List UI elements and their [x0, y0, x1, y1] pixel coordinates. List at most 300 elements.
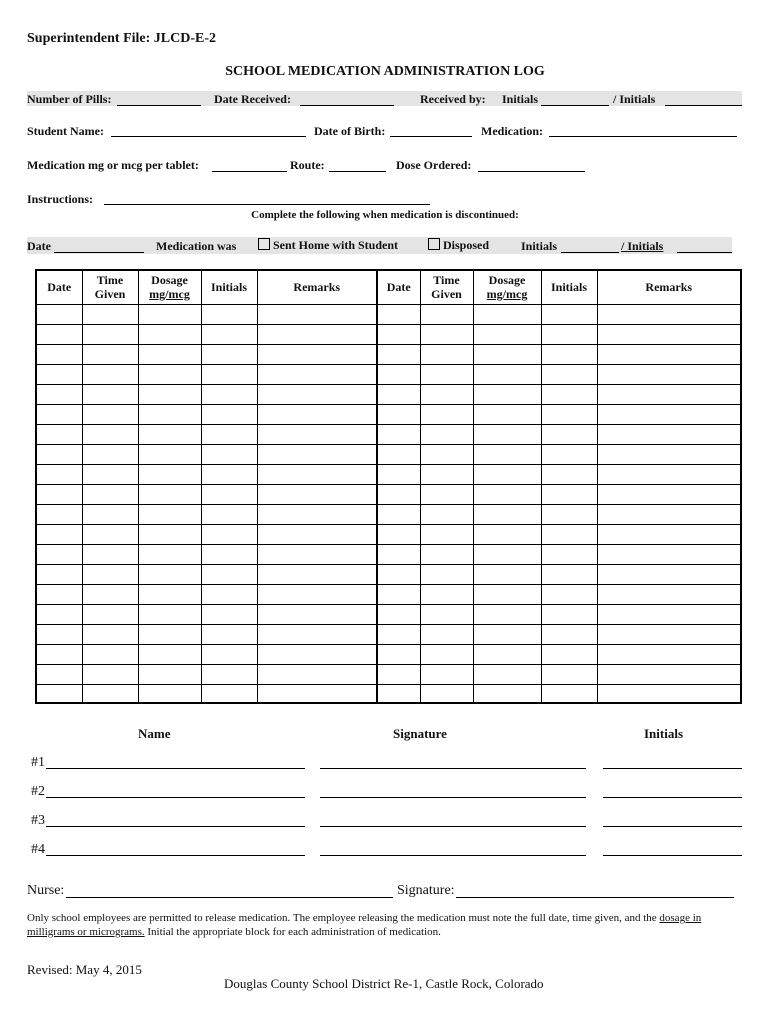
- dosage-cell[interactable]: [138, 624, 201, 644]
- medication-log-table: [35, 269, 742, 704]
- date-cell[interactable]: [37, 324, 82, 344]
- dosage-cell[interactable]: [138, 504, 201, 524]
- time-cell[interactable]: [82, 304, 138, 324]
- dosage-cell[interactable]: [473, 664, 541, 684]
- dosage-cell[interactable]: [138, 304, 201, 324]
- initials-cell[interactable]: [541, 424, 597, 444]
- initials-cell[interactable]: [541, 624, 597, 644]
- initials-cell[interactable]: [541, 584, 597, 604]
- remarks-cell[interactable]: [257, 324, 376, 344]
- remarks-cell[interactable]: [597, 484, 740, 504]
- initials-field[interactable]: [603, 797, 742, 798]
- dose-ordered-label: Dose Ordered:: [396, 158, 472, 172]
- date-cell[interactable]: [37, 604, 82, 624]
- dosage-cell[interactable]: [138, 604, 201, 624]
- initials-cell[interactable]: [541, 324, 597, 344]
- remarks-cell[interactable]: [597, 364, 740, 384]
- initials-cell[interactable]: [541, 644, 597, 664]
- received-initials-field-2[interactable]: [665, 105, 742, 106]
- disposed-label: Disposed: [443, 238, 490, 252]
- log-table-right: [378, 271, 740, 702]
- initials-cell[interactable]: [201, 464, 257, 484]
- initials-cell[interactable]: [201, 344, 257, 364]
- dosage-cell[interactable]: [473, 504, 541, 524]
- name-field[interactable]: [46, 855, 305, 856]
- discontinued-initials-field-1[interactable]: [561, 252, 619, 253]
- col-header-dosage: Dosage mg/mcg: [473, 271, 541, 304]
- time-cell[interactable]: [82, 384, 138, 404]
- dosage-cell[interactable]: [473, 444, 541, 464]
- initials-cell[interactable]: [201, 384, 257, 404]
- initials-cell[interactable]: [201, 544, 257, 564]
- signature-field[interactable]: [320, 826, 586, 827]
- date-cell[interactable]: [37, 524, 82, 544]
- remarks-cell[interactable]: [257, 484, 376, 504]
- time-cell[interactable]: [82, 584, 138, 604]
- initials-cell[interactable]: [201, 664, 257, 684]
- received-initials-label: Initials: [502, 92, 539, 106]
- date-cell[interactable]: [37, 404, 82, 424]
- date-cell[interactable]: [37, 484, 82, 504]
- table-row: [37, 344, 376, 364]
- table-row: [37, 684, 376, 704]
- date-cell[interactable]: [378, 504, 420, 524]
- initials-cell[interactable]: [541, 444, 597, 464]
- dosage-cell[interactable]: [473, 684, 541, 704]
- medication-label: Medication:: [481, 124, 543, 138]
- table-row: [378, 604, 740, 624]
- remarks-cell[interactable]: [257, 544, 376, 564]
- initials-cell[interactable]: [201, 684, 257, 704]
- time-cell[interactable]: [420, 544, 473, 564]
- dosage-cell[interactable]: [473, 304, 541, 324]
- time-cell[interactable]: [82, 444, 138, 464]
- initials-cell[interactable]: [541, 464, 597, 484]
- time-cell[interactable]: [82, 484, 138, 504]
- initials-cell[interactable]: [541, 404, 597, 424]
- nurse-signature-field[interactable]: [456, 897, 734, 898]
- table-row: [378, 484, 740, 504]
- time-cell[interactable]: [420, 464, 473, 484]
- medication-field[interactable]: [549, 136, 737, 137]
- col-header-time-given: Time Given: [420, 271, 473, 304]
- table-row: [378, 664, 740, 684]
- dosage-cell[interactable]: [473, 484, 541, 504]
- time-cell[interactable]: [82, 524, 138, 544]
- initials-cell[interactable]: [541, 604, 597, 624]
- table-row: [378, 504, 740, 524]
- initials-cell[interactable]: [201, 504, 257, 524]
- date-cell[interactable]: [37, 344, 82, 364]
- dosage-cell[interactable]: [138, 544, 201, 564]
- remarks-cell[interactable]: [597, 524, 740, 544]
- time-cell[interactable]: [82, 544, 138, 564]
- date-cell[interactable]: [378, 344, 420, 364]
- initials-cell[interactable]: [541, 484, 597, 504]
- dose-ordered-field[interactable]: [478, 171, 585, 172]
- time-cell[interactable]: [82, 504, 138, 524]
- sent-home-checkbox[interactable]: [258, 238, 270, 250]
- remarks-cell[interactable]: [597, 684, 740, 704]
- signature-field[interactable]: [320, 855, 586, 856]
- revised-date: Revised: May 4, 2015: [27, 962, 142, 977]
- dosage-cell[interactable]: [138, 364, 201, 384]
- initials-field[interactable]: [603, 768, 742, 769]
- time-cell[interactable]: [420, 564, 473, 584]
- date-cell[interactable]: [37, 304, 82, 324]
- dosage-cell[interactable]: [138, 324, 201, 344]
- signature-row-number: #4: [31, 842, 45, 857]
- remarks-cell[interactable]: [257, 364, 376, 384]
- discontinued-note: Complete the following when medication is discontinued:: [251, 209, 519, 221]
- number-of-pills-field[interactable]: [117, 105, 201, 106]
- col-header-initials: Initials: [201, 271, 257, 304]
- district-name: Douglas County School District Re-1, Castle Rock, Colorado: [224, 976, 544, 991]
- initials-cell[interactable]: [201, 604, 257, 624]
- date-cell[interactable]: [378, 564, 420, 584]
- discontinued-initials-field-2[interactable]: [677, 252, 732, 253]
- received-initials-label-2: / Initials: [613, 92, 656, 106]
- remarks-cell[interactable]: [597, 604, 740, 624]
- initials-cell[interactable]: [201, 524, 257, 544]
- date-cell[interactable]: [378, 404, 420, 424]
- initials-cell[interactable]: [541, 304, 597, 324]
- release-notice: Only school employees are permitted to release medication. The employee releasing the medication must note the full date, time given, and the dosage in milligrams or micrograms. Initial the appropriate block for each administration of medication.: [27, 912, 702, 938]
- table-row: [378, 444, 740, 464]
- table-row: [378, 384, 740, 404]
- time-cell[interactable]: [82, 324, 138, 344]
- medication-mg-field[interactable]: [212, 171, 287, 172]
- time-cell[interactable]: [420, 324, 473, 344]
- time-cell[interactable]: [82, 364, 138, 384]
- table-row: [378, 404, 740, 424]
- remarks-cell[interactable]: [257, 564, 376, 584]
- table-row: [37, 504, 376, 524]
- date-cell[interactable]: [378, 464, 420, 484]
- date-cell[interactable]: [378, 584, 420, 604]
- table-row: [37, 444, 376, 464]
- date-cell[interactable]: [378, 364, 420, 384]
- initials-cell[interactable]: [541, 564, 597, 584]
- dosage-cell[interactable]: [138, 484, 201, 504]
- page-title: SCHOOL MEDICATION ADMINISTRATION LOG: [225, 64, 545, 79]
- date-cell[interactable]: [378, 664, 420, 684]
- remarks-cell[interactable]: [597, 544, 740, 564]
- table-row: [378, 324, 740, 344]
- remarks-cell[interactable]: [597, 464, 740, 484]
- dosage-cell[interactable]: [138, 584, 201, 604]
- nurse-name-field[interactable]: [66, 897, 393, 898]
- time-cell[interactable]: [420, 684, 473, 704]
- instructions-field[interactable]: [104, 204, 430, 205]
- time-cell[interactable]: [420, 664, 473, 684]
- dosage-cell[interactable]: [138, 464, 201, 484]
- date-cell[interactable]: [378, 624, 420, 644]
- date-cell[interactable]: [378, 544, 420, 564]
- discontinued-initials-label: Initials: [521, 239, 558, 253]
- dosage-cell[interactable]: [473, 384, 541, 404]
- initials-cell[interactable]: [541, 504, 597, 524]
- dosage-cell[interactable]: [138, 404, 201, 424]
- dosage-cell[interactable]: [473, 624, 541, 644]
- table-row: [37, 584, 376, 604]
- initials-cell[interactable]: [201, 304, 257, 324]
- time-cell[interactable]: [82, 624, 138, 644]
- col-header-remarks: Remarks: [257, 271, 376, 304]
- received-by-label: Received by:: [420, 92, 486, 106]
- student-name-field[interactable]: [111, 136, 306, 137]
- date-received-label: Date Received:: [214, 92, 291, 106]
- dosage-cell[interactable]: [473, 364, 541, 384]
- route-label: Route:: [290, 158, 325, 172]
- remarks-cell[interactable]: [597, 384, 740, 404]
- date-received-field[interactable]: [300, 105, 394, 106]
- table-row: [378, 584, 740, 604]
- time-cell[interactable]: [420, 444, 473, 464]
- nurse-signature-label: Signature:: [397, 883, 455, 898]
- medication-was-label: Medication was: [156, 239, 237, 253]
- date-cell[interactable]: [378, 424, 420, 444]
- dosage-cell[interactable]: [138, 664, 201, 684]
- disposed-checkbox[interactable]: [428, 238, 440, 250]
- time-cell[interactable]: [420, 344, 473, 364]
- date-cell[interactable]: [378, 484, 420, 504]
- time-cell[interactable]: [82, 344, 138, 364]
- date-cell[interactable]: [37, 684, 82, 704]
- signature-row-number: #2: [31, 784, 45, 799]
- remarks-cell[interactable]: [257, 604, 376, 624]
- dosage-cell[interactable]: [473, 344, 541, 364]
- date-of-birth-field[interactable]: [390, 136, 472, 137]
- date-cell[interactable]: [378, 324, 420, 344]
- time-cell[interactable]: [420, 624, 473, 644]
- dosage-cell[interactable]: [138, 344, 201, 364]
- time-cell[interactable]: [420, 304, 473, 324]
- time-cell[interactable]: [420, 644, 473, 664]
- time-cell[interactable]: [420, 404, 473, 424]
- signature-row-number: #1: [31, 755, 45, 770]
- remarks-cell[interactable]: [597, 444, 740, 464]
- time-cell[interactable]: [420, 584, 473, 604]
- remarks-cell[interactable]: [597, 424, 740, 444]
- table-row: [378, 544, 740, 564]
- table-row: [37, 404, 376, 424]
- remarks-cell[interactable]: [597, 644, 740, 664]
- dosage-cell[interactable]: [138, 684, 201, 704]
- time-cell[interactable]: [420, 524, 473, 544]
- date-cell[interactable]: [37, 364, 82, 384]
- date-cell[interactable]: [37, 644, 82, 664]
- initials-cell[interactable]: [541, 664, 597, 684]
- date-cell[interactable]: [37, 584, 82, 604]
- remarks-cell[interactable]: [257, 444, 376, 464]
- date-cell[interactable]: [37, 444, 82, 464]
- remarks-cell[interactable]: [597, 564, 740, 584]
- date-cell[interactable]: [378, 304, 420, 324]
- initials-cell[interactable]: [201, 564, 257, 584]
- dosage-cell[interactable]: [138, 644, 201, 664]
- discontinued-initials-label-2: / Initials: [621, 239, 664, 253]
- table-row: [37, 324, 376, 344]
- initials-cell[interactable]: [541, 364, 597, 384]
- date-cell[interactable]: [378, 604, 420, 624]
- time-cell[interactable]: [82, 684, 138, 704]
- dosage-cell[interactable]: [473, 644, 541, 664]
- remarks-cell[interactable]: [257, 384, 376, 404]
- table-row: [378, 344, 740, 364]
- time-cell[interactable]: [420, 484, 473, 504]
- name-field[interactable]: [46, 826, 305, 827]
- date-cell[interactable]: [37, 384, 82, 404]
- dosage-cell[interactable]: [473, 564, 541, 584]
- date-cell[interactable]: [378, 384, 420, 404]
- dosage-cell[interactable]: [138, 424, 201, 444]
- initials-cell[interactable]: [201, 424, 257, 444]
- remarks-cell[interactable]: [597, 664, 740, 684]
- initials-cell[interactable]: [541, 384, 597, 404]
- date-cell[interactable]: [37, 544, 82, 564]
- remarks-cell[interactable]: [597, 584, 740, 604]
- signature-field[interactable]: [320, 768, 586, 769]
- table-row: [37, 424, 376, 444]
- time-cell[interactable]: [82, 404, 138, 424]
- time-cell[interactable]: [420, 424, 473, 444]
- time-cell[interactable]: [420, 504, 473, 524]
- time-cell[interactable]: [82, 464, 138, 484]
- col-header-date: Date: [37, 271, 82, 304]
- remarks-cell[interactable]: [597, 404, 740, 424]
- initials-cell[interactable]: [201, 644, 257, 664]
- table-row: [37, 484, 376, 504]
- remarks-cell[interactable]: [257, 524, 376, 544]
- col-header-remarks: Remarks: [597, 271, 740, 304]
- number-of-pills-label: Number of Pills:: [27, 92, 112, 106]
- date-cell[interactable]: [37, 624, 82, 644]
- date-cell[interactable]: [378, 524, 420, 544]
- remarks-cell[interactable]: [597, 624, 740, 644]
- initials-cell[interactable]: [201, 444, 257, 464]
- signature-field[interactable]: [320, 797, 586, 798]
- dosage-cell[interactable]: [473, 464, 541, 484]
- initials-cell[interactable]: [541, 344, 597, 364]
- received-initials-field-1[interactable]: [541, 105, 609, 106]
- dosage-cell[interactable]: [473, 524, 541, 544]
- date-cell[interactable]: [37, 464, 82, 484]
- table-row: [37, 644, 376, 664]
- initials-cell[interactable]: [201, 324, 257, 344]
- dosage-cell[interactable]: [473, 404, 541, 424]
- remarks-cell[interactable]: [257, 504, 376, 524]
- table-row: [378, 644, 740, 664]
- remarks-cell[interactable]: [257, 404, 376, 424]
- name-field[interactable]: [46, 797, 305, 798]
- time-cell[interactable]: [82, 564, 138, 584]
- remarks-cell[interactable]: [597, 504, 740, 524]
- dosage-cell[interactable]: [138, 444, 201, 464]
- initials-cell[interactable]: [541, 544, 597, 564]
- initials-cell[interactable]: [541, 524, 597, 544]
- initials-cell[interactable]: [201, 584, 257, 604]
- disposed-option[interactable]: [428, 238, 489, 253]
- table-row: [378, 364, 740, 384]
- date-cell[interactable]: [37, 664, 82, 684]
- superintendent-file: Superintendent File: JLCD-E-2: [27, 31, 216, 46]
- time-cell[interactable]: [420, 364, 473, 384]
- initials-cell[interactable]: [201, 484, 257, 504]
- time-cell[interactable]: [82, 424, 138, 444]
- sent-home-option[interactable]: [258, 238, 398, 253]
- remarks-cell[interactable]: [257, 584, 376, 604]
- remarks-cell[interactable]: [257, 424, 376, 444]
- time-cell[interactable]: [82, 604, 138, 624]
- table-row: [378, 424, 740, 444]
- discontinued-date-field[interactable]: [54, 252, 144, 253]
- table-row: [37, 384, 376, 404]
- initials-cell[interactable]: [541, 684, 597, 704]
- discontinued-date-label: Date: [27, 239, 51, 253]
- remarks-cell[interactable]: [257, 624, 376, 644]
- date-cell[interactable]: [378, 444, 420, 464]
- dosage-cell[interactable]: [138, 564, 201, 584]
- dosage-cell[interactable]: [473, 544, 541, 564]
- time-cell[interactable]: [420, 604, 473, 624]
- signature-header: Signature: [393, 726, 447, 741]
- remarks-cell[interactable]: [257, 464, 376, 484]
- remarks-cell[interactable]: [257, 344, 376, 364]
- col-header-dosage: Dosage mg/mcg: [138, 271, 201, 304]
- dosage-cell[interactable]: [138, 384, 201, 404]
- table-row: [378, 564, 740, 584]
- remarks-cell[interactable]: [257, 304, 376, 324]
- remarks-cell[interactable]: [257, 684, 376, 704]
- date-cell[interactable]: [378, 644, 420, 664]
- dosage-cell[interactable]: [473, 584, 541, 604]
- remarks-cell[interactable]: [597, 324, 740, 344]
- name-field[interactable]: [46, 768, 305, 769]
- date-cell[interactable]: [37, 504, 82, 524]
- table-row: [378, 304, 740, 324]
- initials-field[interactable]: [603, 826, 742, 827]
- remarks-cell[interactable]: [257, 664, 376, 684]
- student-name-label: Student Name:: [27, 124, 104, 138]
- initials-field[interactable]: [603, 855, 742, 856]
- time-cell[interactable]: [420, 384, 473, 404]
- initials-cell[interactable]: [201, 624, 257, 644]
- dosage-cell[interactable]: [138, 524, 201, 544]
- initials-header: Initials: [644, 726, 684, 741]
- initials-cell[interactable]: [201, 404, 257, 424]
- table-row: [37, 564, 376, 584]
- log-table-left: [37, 271, 376, 702]
- table-row: [37, 524, 376, 544]
- date-cell[interactable]: [37, 424, 82, 444]
- nurse-label: Nurse:: [27, 883, 65, 898]
- remarks-cell[interactable]: [597, 344, 740, 364]
- dosage-cell[interactable]: [473, 324, 541, 344]
- time-cell[interactable]: [82, 644, 138, 664]
- dosage-cell[interactable]: [473, 424, 541, 444]
- table-row: [37, 364, 376, 384]
- route-field[interactable]: [329, 171, 386, 172]
- remarks-cell[interactable]: [257, 644, 376, 664]
- time-cell[interactable]: [82, 664, 138, 684]
- date-cell[interactable]: [37, 564, 82, 584]
- col-header-date: Date: [378, 271, 420, 304]
- initials-cell[interactable]: [201, 364, 257, 384]
- dosage-cell[interactable]: [473, 604, 541, 624]
- date-cell[interactable]: [378, 684, 420, 704]
- remarks-cell[interactable]: [597, 304, 740, 324]
